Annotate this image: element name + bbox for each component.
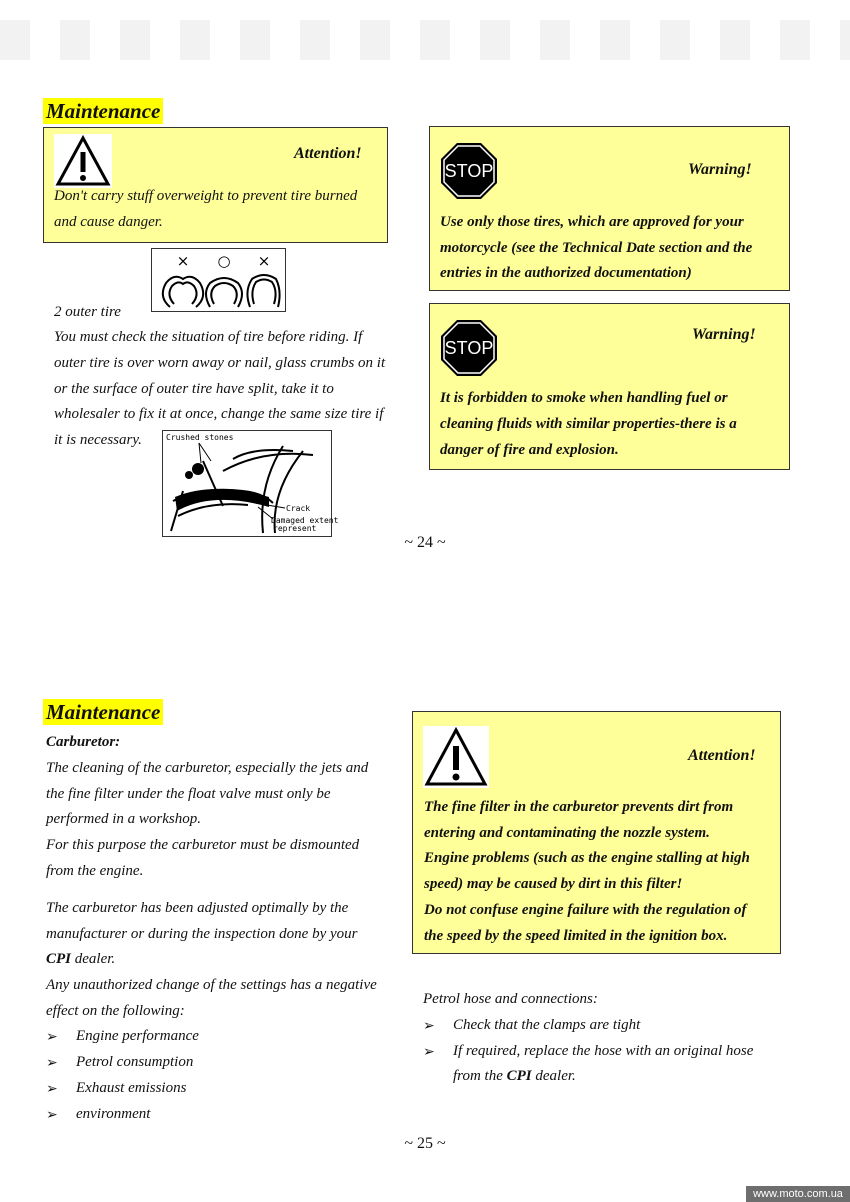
- warning-box-smoke: [429, 303, 790, 470]
- tire-crack-figure: [162, 430, 339, 537]
- carb-para1-line-2: the fine filter under the float valve must only be: [46, 786, 331, 802]
- carb-para3-line-1: Any unauthorized change of the settings has a negative: [46, 977, 377, 993]
- attention-box-tire: [43, 127, 388, 243]
- svg-text:Crack: Crack: [286, 504, 311, 513]
- svg-text:represent: represent: [273, 524, 317, 533]
- svg-text:Crushed stones: Crushed stones: [166, 433, 234, 442]
- hose-item-1: Check that the clamps are tight: [453, 1017, 641, 1033]
- svg-text:×: ×: [257, 252, 271, 270]
- filter-line-5: Do not confuse engine failure with the regulation of: [424, 902, 747, 918]
- carb-para2-line-1: The carburetor has been adjusted optimally by the: [46, 900, 349, 916]
- hose-title: Petrol hose and connections:: [423, 991, 598, 1007]
- warning-box-tires: [429, 126, 790, 291]
- attention-heading-25: Attention!: [688, 747, 756, 764]
- effect-item-1: Engine performance: [76, 1028, 199, 1044]
- scan-noise: [0, 20, 850, 60]
- tire-body-line-2: outer tire is over worn away or nail, glass crumbs on it: [54, 355, 386, 371]
- svg-text:STOP: STOP: [444, 161, 494, 181]
- cpi-brand: CPI: [46, 951, 72, 967]
- filter-line-6: the speed by the speed limited in the ignition box.: [424, 928, 728, 944]
- warning-1-line-1: Use only those tires, which are approved for your: [440, 214, 744, 230]
- bullet-arrow-icon: ➢: [46, 1082, 58, 1097]
- svg-text:STOP: STOP: [444, 338, 494, 358]
- hose-prefix: from the: [453, 1068, 507, 1084]
- bullet-arrow-icon: ➢: [423, 1045, 435, 1060]
- bullet-arrow-icon: ➢: [423, 1019, 435, 1034]
- dealer-word: dealer.: [71, 951, 116, 967]
- warning-2-line-2: cleaning fluids with similar properties-there is a: [440, 416, 737, 432]
- carb-para1-line-5: from the engine.: [46, 863, 144, 879]
- carb-para2-line-2: manufacturer or during the inspection done by your: [46, 926, 358, 942]
- svg-text:○: ○: [217, 252, 231, 270]
- carb-para1-line-1: The cleaning of the carburetor, especially the jets and: [46, 760, 369, 776]
- warning-1-line-2: motorcycle (see the Technical Date section and the: [440, 240, 753, 256]
- cpi-brand: CPI: [506, 1068, 532, 1084]
- page-number-24: ~ 24 ~: [404, 534, 446, 551]
- tire-wear-figure: [151, 248, 286, 312]
- hose-suffix: dealer.: [531, 1068, 576, 1084]
- warning-1-line-3: entries in the authorized documentation): [440, 265, 692, 281]
- tire-body-line-3: or the surface of outer tire have split, take it to: [54, 381, 334, 397]
- page-number-25: ~ 25 ~: [404, 1135, 446, 1152]
- filter-line-1: The fine filter in the carburetor prevents dirt from: [424, 799, 734, 815]
- tire-caption: 2 outer tire: [54, 304, 121, 320]
- stop-sign-icon: [440, 142, 498, 200]
- effect-item-3: Exhaust emissions: [76, 1080, 187, 1096]
- filter-line-2: entering and contaminating the nozzle system.: [424, 825, 710, 841]
- carburetor-subheading: Carburetor:: [46, 734, 121, 750]
- warning-heading-2: Warning!: [692, 326, 756, 343]
- page-25-section-title: Maintenance: [43, 699, 163, 725]
- bullet-arrow-icon: ➢: [46, 1056, 58, 1071]
- warning-2-line-3: danger of fire and explosion.: [440, 442, 619, 458]
- tire-body-line-5: it is necessary.: [54, 432, 142, 448]
- hose-item-2-cont: [453, 1068, 576, 1085]
- stop-sign-icon: [440, 319, 498, 377]
- attention-line-2: and cause danger.: [54, 214, 163, 230]
- bullet-arrow-icon: ➢: [46, 1108, 58, 1123]
- effect-item-4: environment: [76, 1106, 151, 1122]
- warning-heading-1: Warning!: [688, 161, 752, 178]
- carb-para3-line-2: effect on the following:: [46, 1003, 185, 1019]
- carb-para1-line-3: performed in a workshop.: [46, 811, 201, 827]
- carb-dealer-line: [46, 951, 115, 968]
- site-watermark: www.moto.com.ua: [746, 1186, 850, 1202]
- effect-item-2: Petrol consumption: [76, 1054, 194, 1070]
- warning-2-line-1: It is forbidden to smoke when handling fuel or: [440, 390, 728, 406]
- tire-body-line-1: You must check the situation of tire before riding. If: [54, 329, 363, 345]
- attention-line-1: Don't carry stuff overweight to prevent tire burned: [54, 188, 358, 204]
- svg-text:×: ×: [176, 252, 190, 270]
- attention-box-filter: [412, 711, 781, 954]
- carb-para1-line-4: For this purpose the carburetor must be dismounted: [46, 837, 360, 853]
- tire-body-line-4: wholesaler to fix it at once, change the same size tire if: [54, 406, 384, 422]
- attention-heading: Attention!: [294, 145, 362, 162]
- bullet-arrow-icon: ➢: [46, 1030, 58, 1045]
- hose-item-2: If required, replace the hose with an original hose: [453, 1043, 754, 1059]
- filter-line-3: Engine problems (such as the engine stalling at high: [424, 850, 750, 866]
- filter-line-4: speed) may be caused by dirt in this filter!: [424, 876, 683, 892]
- warning-triangle-icon: [423, 726, 489, 788]
- svg-text:Damaged extent: Damaged extent: [271, 516, 339, 525]
- warning-triangle-icon: [54, 134, 112, 188]
- page-24-section-title: Maintenance: [43, 98, 163, 124]
